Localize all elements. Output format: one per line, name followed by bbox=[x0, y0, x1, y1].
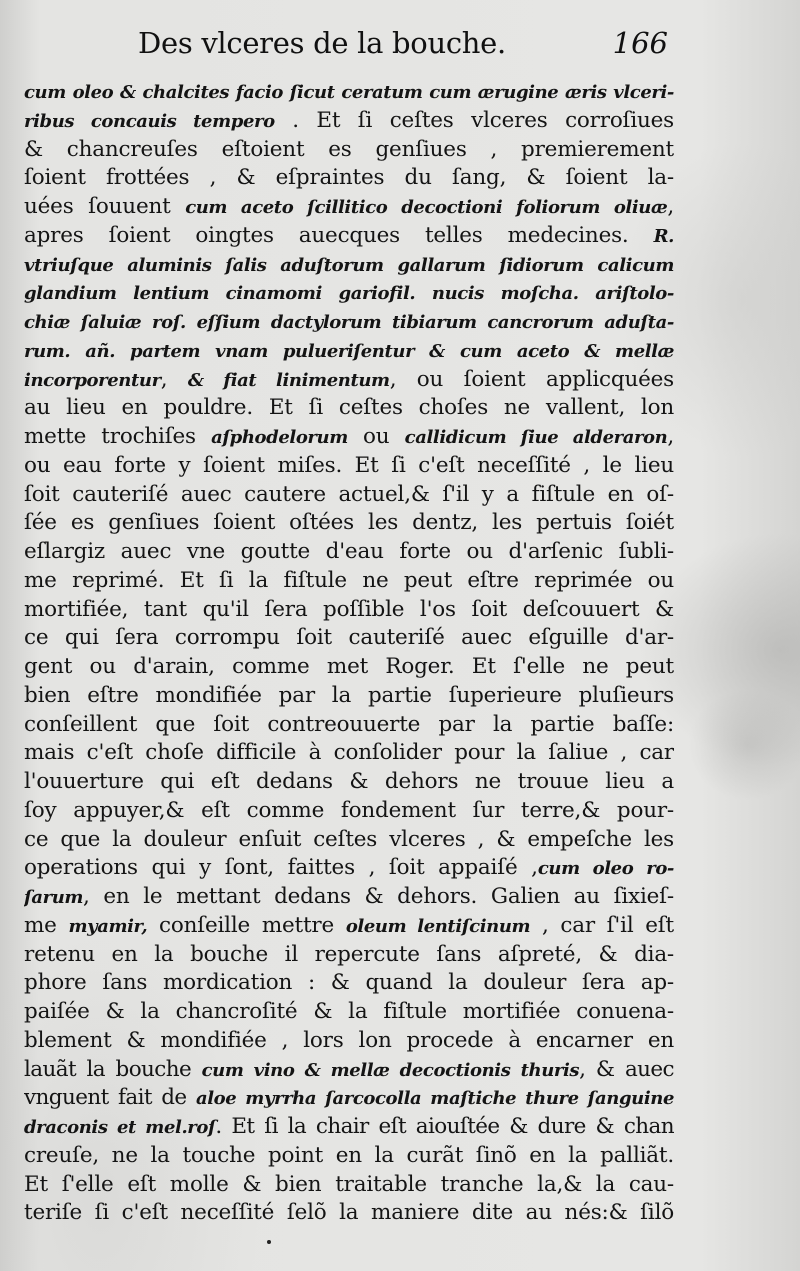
text-line bbox=[24, 826, 674, 855]
text-line bbox=[24, 1113, 674, 1142]
french-text-segment: me bbox=[24, 912, 69, 938]
text-line bbox=[24, 682, 674, 711]
text-line bbox=[24, 1171, 674, 1200]
french-text-segment: mais c'eſt choſe difficile à conſolider pour la ſaliue , car bbox=[24, 740, 674, 766]
latin-italic-segment: incorporentur bbox=[24, 369, 161, 391]
french-text-segment: bien eſtre mondifiée par la partie ſuperieure pluſieurs bbox=[24, 682, 674, 708]
french-text-segment: au lieu en pouldre. Et ſi ceſtes choſes ne vallent, lon bbox=[24, 395, 674, 421]
ink-speck bbox=[267, 1240, 271, 1244]
text-line bbox=[24, 711, 674, 740]
french-text-segment: phore ſans mordication : & quand la douleur ſera ap- bbox=[24, 970, 674, 996]
text-line bbox=[24, 107, 674, 136]
french-text-segment: ou eau forte y ſoient miſes. Et ſi c'eſt neceſſité , le lieu bbox=[24, 452, 674, 478]
french-text-segment: , ou ſoient applicquées bbox=[389, 366, 674, 392]
body-text bbox=[24, 78, 674, 1228]
latin-italic-segment: cum oleo & chalcites facio ſicut ceratum cum ærugine æris vlceri- bbox=[24, 82, 674, 103]
french-text-segment: ou bbox=[347, 424, 405, 449]
latin-italic-segment: cum aceto ſcillitico decoctioni foliorum oliuæ bbox=[185, 197, 668, 218]
french-text-segment: teriſe ſi c'eſt neceſſité ſelõ la maniere dite au nés:& ſilõ bbox=[24, 1200, 674, 1226]
latin-italic-segment: & fiat linimentum bbox=[187, 369, 390, 391]
latin-italic-segment: vtriuſque aluminis ſalis aduſtorum gallarum ſidiorum calicum bbox=[24, 254, 674, 276]
text-line bbox=[24, 739, 674, 768]
latin-italic-segment: ſarum bbox=[24, 887, 84, 908]
french-text-segment: me reprimé. Et ſi la fiſtule ne peut eſtre reprimée ou bbox=[24, 567, 674, 593]
latin-italic-segment: aloe myrrha ſarcocolla maſtiche thure ſanguine bbox=[195, 1088, 674, 1110]
text-line bbox=[24, 452, 674, 481]
french-text-segment: operations qui y ſont, faittes , ſoit appaiſé , bbox=[24, 855, 538, 881]
latin-italic-segment: oleum lentiſcinum bbox=[345, 915, 531, 937]
text-line bbox=[24, 538, 674, 567]
text-line bbox=[24, 366, 674, 395]
french-text-segment: , bbox=[667, 194, 674, 219]
text-line bbox=[24, 308, 674, 337]
latin-italic-segment: cum vino & mellæ decoctionis thuris bbox=[201, 1059, 580, 1081]
french-text-segment: ſoit cauteriſé auec cautere actuel,& ſ'il y a fiſtule en oſ- bbox=[24, 481, 674, 507]
french-text-segment: creuſe, ne la touche point en la curãt ſinõ en la palliãt. bbox=[24, 1142, 674, 1168]
text-line bbox=[24, 78, 674, 107]
text-line bbox=[24, 797, 674, 826]
text-line bbox=[24, 509, 674, 538]
french-text-segment: , en le mettant dedans & dehors. Galien au ſixieſ- bbox=[83, 884, 674, 909]
text-line bbox=[24, 653, 674, 682]
latin-italic-segment: glandium lentium cinamomi gariofil. nucis moſcha. ariſtolo- bbox=[24, 283, 674, 305]
latin-italic-segment: draconis et mel.roſ bbox=[24, 1117, 216, 1138]
text-line bbox=[24, 998, 674, 1027]
latin-italic-segment: callidicum ſiue alderaron bbox=[404, 427, 668, 448]
latin-italic-segment: cum oleo ro- bbox=[537, 858, 674, 880]
french-text-segment: mortifiée, tant qu'il ſera poſſible l'os ſoit deſcouuert & bbox=[24, 596, 674, 622]
french-text-segment: ce qui ſera corrompu ſoit cauteriſé auec eſguille d'ar- bbox=[24, 625, 674, 651]
text-line bbox=[24, 941, 674, 970]
french-text-segment: ſée es genſiues ſoient oſtées les dentz, les pertuis ſoiét bbox=[24, 510, 674, 536]
text-line bbox=[24, 164, 674, 193]
french-text-segment: uées ſouuent bbox=[24, 194, 186, 219]
text-line bbox=[24, 251, 674, 280]
latin-italic-segment: myamir, bbox=[68, 915, 148, 937]
french-text-segment: , bbox=[160, 366, 188, 392]
french-text-segment: conſeille mettre bbox=[147, 912, 346, 938]
latin-italic-segment: rum. añ. partem vnam pulueriſentur & cum aceto & mellæ bbox=[24, 340, 674, 362]
text-line bbox=[24, 423, 674, 452]
text-line bbox=[24, 1056, 674, 1085]
text-line bbox=[24, 222, 674, 251]
page-number: 166 bbox=[612, 26, 668, 60]
french-text-segment: , bbox=[667, 424, 674, 449]
latin-italic-segment: chiæ ſaluiæ roſ. eſſium dactylorum tibiarum cancrorum aduſta- bbox=[24, 312, 674, 333]
text-line bbox=[24, 883, 674, 912]
latin-italic-segment: R. bbox=[653, 225, 674, 247]
french-text-segment: gent ou d'arain, comme met Roger. Et ſ'elle ne peut bbox=[24, 654, 674, 679]
text-line bbox=[24, 394, 674, 423]
french-text-segment: . Et ſi la chair eſt aiouſtée & dure & chan bbox=[215, 1114, 674, 1139]
text-line bbox=[24, 193, 674, 222]
text-line bbox=[24, 567, 674, 596]
french-text-segment: ſoient frottées , & eſpraintes du ſang, & ſoient la- bbox=[24, 165, 674, 191]
text-line bbox=[24, 1084, 674, 1113]
french-text-segment: lauãt la bouche bbox=[24, 1056, 202, 1082]
french-text-segment: eſlargiz auec vne goutte d'eau forte ou d'arſenic ſubli- bbox=[24, 539, 674, 564]
french-text-segment: retenu en la bouche il repercute ſans aſpreté, & dia- bbox=[24, 941, 674, 967]
text-line bbox=[24, 596, 674, 625]
page-header bbox=[138, 26, 668, 70]
french-text-segment: ce que la douleur enſuit ceſtes vlceres , & empeſche les bbox=[24, 826, 674, 852]
text-line bbox=[24, 1027, 674, 1056]
page-stain bbox=[688, 690, 800, 800]
text-line bbox=[24, 768, 674, 797]
text-line bbox=[24, 136, 674, 165]
text-line bbox=[24, 912, 674, 941]
french-text-segment: . Et ſi ceſtes vlceres corroſiues bbox=[274, 107, 674, 133]
french-text-segment: Et ſ'elle eſt molle & bien traitable tranche la,& la cau- bbox=[24, 1171, 674, 1197]
french-text-segment: vnguent fait de bbox=[24, 1085, 196, 1111]
text-line bbox=[24, 481, 674, 510]
french-text-segment: ſoy appuyer,& eſt comme fondement ſur terre,& pour- bbox=[24, 797, 674, 823]
text-line bbox=[24, 1142, 674, 1171]
text-line bbox=[24, 279, 674, 308]
french-text-segment: & chancreuſes eſtoient es genſiues , premierement bbox=[24, 136, 674, 162]
french-text-segment: l'ouuerture qui eſt dedans & dehors ne trouue lieu a bbox=[24, 769, 674, 794]
french-text-segment: blement & mondifiée , lors lon procede à encarner en bbox=[24, 1027, 674, 1053]
latin-italic-segment: ribus concauis tempero bbox=[24, 110, 275, 132]
text-line bbox=[24, 854, 674, 883]
text-line bbox=[24, 1199, 674, 1228]
latin-italic-segment: aſphodelorum bbox=[211, 427, 348, 448]
french-text-segment: apres ſoient oingtes auecques telles medecines. bbox=[24, 222, 654, 248]
text-line bbox=[24, 337, 674, 366]
running-title: Des vlceres de la bouche. bbox=[138, 26, 506, 60]
text-line bbox=[24, 624, 674, 653]
french-text-segment: , car ſ'il eſt bbox=[530, 912, 674, 938]
french-text-segment: conſeillent que ſoit contreouuerte par la partie baſſe: bbox=[24, 711, 674, 737]
french-text-segment: mette trochiſes bbox=[24, 424, 212, 449]
french-text-segment: , & auec bbox=[579, 1056, 674, 1082]
text-line bbox=[24, 969, 674, 998]
french-text-segment: paiſée & la chancroſité & la fiſtule mortifiée conuena- bbox=[24, 999, 674, 1024]
